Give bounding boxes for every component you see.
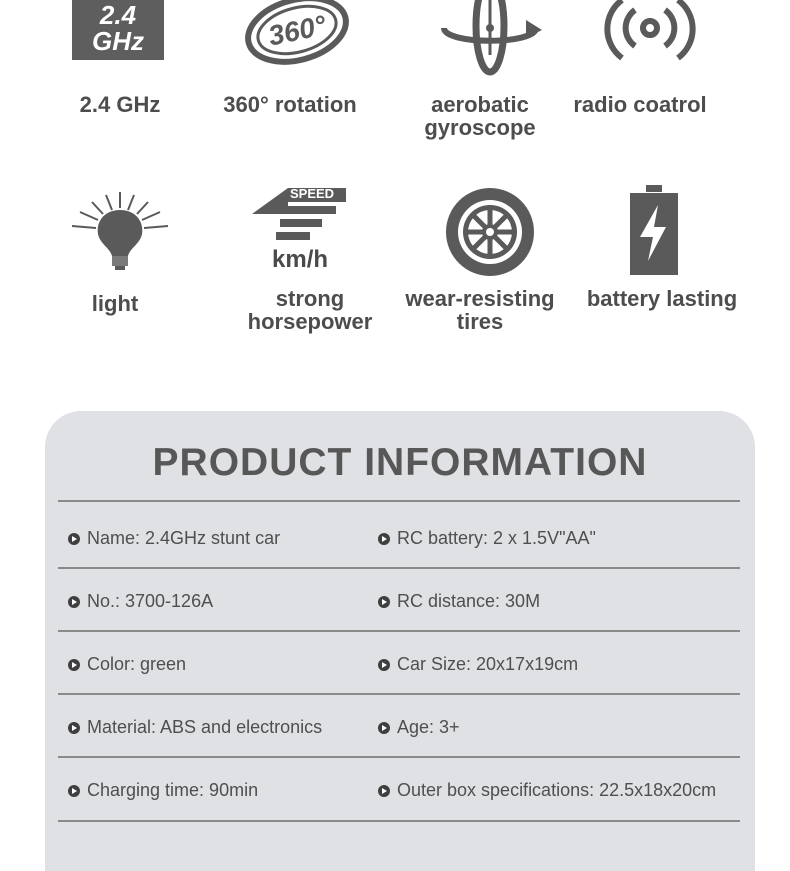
divider <box>58 693 740 695</box>
spec-text: Age: 3+ <box>397 717 460 737</box>
feature-label-light: light <box>91 291 139 316</box>
feature-label-2-4ghz: 2.4 GHz <box>79 92 161 117</box>
spec-text: Outer box specifications: 22.5x18x20cm <box>397 780 717 800</box>
bullet-icon <box>378 785 390 797</box>
spec-text: Material: ABS and electronics <box>87 717 323 737</box>
feature-label-360-rotation: 360° rotation <box>223 92 357 117</box>
spec-charging-time <box>68 780 258 801</box>
product-info-title: PRODUCT INFORMATION <box>152 441 648 484</box>
battery-icon <box>628 185 680 277</box>
divider <box>58 756 740 758</box>
gyroscope-icon <box>426 0 554 76</box>
spec-outer-box <box>378 780 716 801</box>
spec-text: RC battery: 2 x 1.5V"AA" <box>397 528 596 548</box>
bullet-icon <box>68 722 80 734</box>
rotation-360-text: 360° <box>265 9 329 52</box>
spec-text: Car Size: 20x17x19cm <box>397 654 579 674</box>
bullet-icon <box>378 722 390 734</box>
rotation-360-icon <box>240 0 355 72</box>
bullet-icon <box>68 596 80 608</box>
ghz-badge-text: 2.4 GHz <box>92 0 144 56</box>
spec-color <box>68 654 186 675</box>
spec-material <box>68 717 322 738</box>
bullet-icon <box>378 659 390 671</box>
spec-text: Color: green <box>87 654 187 674</box>
ghz-badge-icon <box>72 0 164 60</box>
spec-text: RC distance: 30M <box>397 591 541 611</box>
spec-rc-distance <box>378 591 540 612</box>
spec-text: Name: 2.4GHz stunt car <box>87 528 281 548</box>
bullet-icon <box>68 785 80 797</box>
light-bulb-icon <box>68 190 172 272</box>
spec-number <box>68 591 213 612</box>
bullet-icon <box>68 659 80 671</box>
divider <box>58 630 740 632</box>
feature-label-radio-control: radio coatrol <box>573 92 707 117</box>
feature-label-strong-horsepower: strong horsepower <box>247 286 373 334</box>
feature-label-aerobatic-gyroscope: aerobatic gyroscope <box>424 92 536 140</box>
bullet-icon <box>378 596 390 608</box>
spec-car-size <box>378 654 578 675</box>
feature-label-wear-resisting-tires: wear-resisting tires <box>405 286 555 334</box>
divider <box>58 567 740 569</box>
spec-name <box>68 528 280 549</box>
spec-text: Charging time: 90min <box>87 780 259 800</box>
spec-rc-battery <box>378 528 596 549</box>
feature-label-battery-lasting: battery lasting <box>586 286 738 311</box>
radio-signal-icon <box>600 0 700 70</box>
divider <box>58 500 740 502</box>
divider <box>58 820 740 822</box>
tire-icon <box>444 186 536 278</box>
speedometer-icon <box>252 186 352 274</box>
bullet-icon <box>378 533 390 545</box>
kmh-text: km/h <box>272 246 329 273</box>
speed-text: SPEED <box>290 186 335 201</box>
spec-text: No.: 3700-126A <box>87 591 214 611</box>
spec-age <box>378 717 460 738</box>
bullet-icon <box>68 533 80 545</box>
